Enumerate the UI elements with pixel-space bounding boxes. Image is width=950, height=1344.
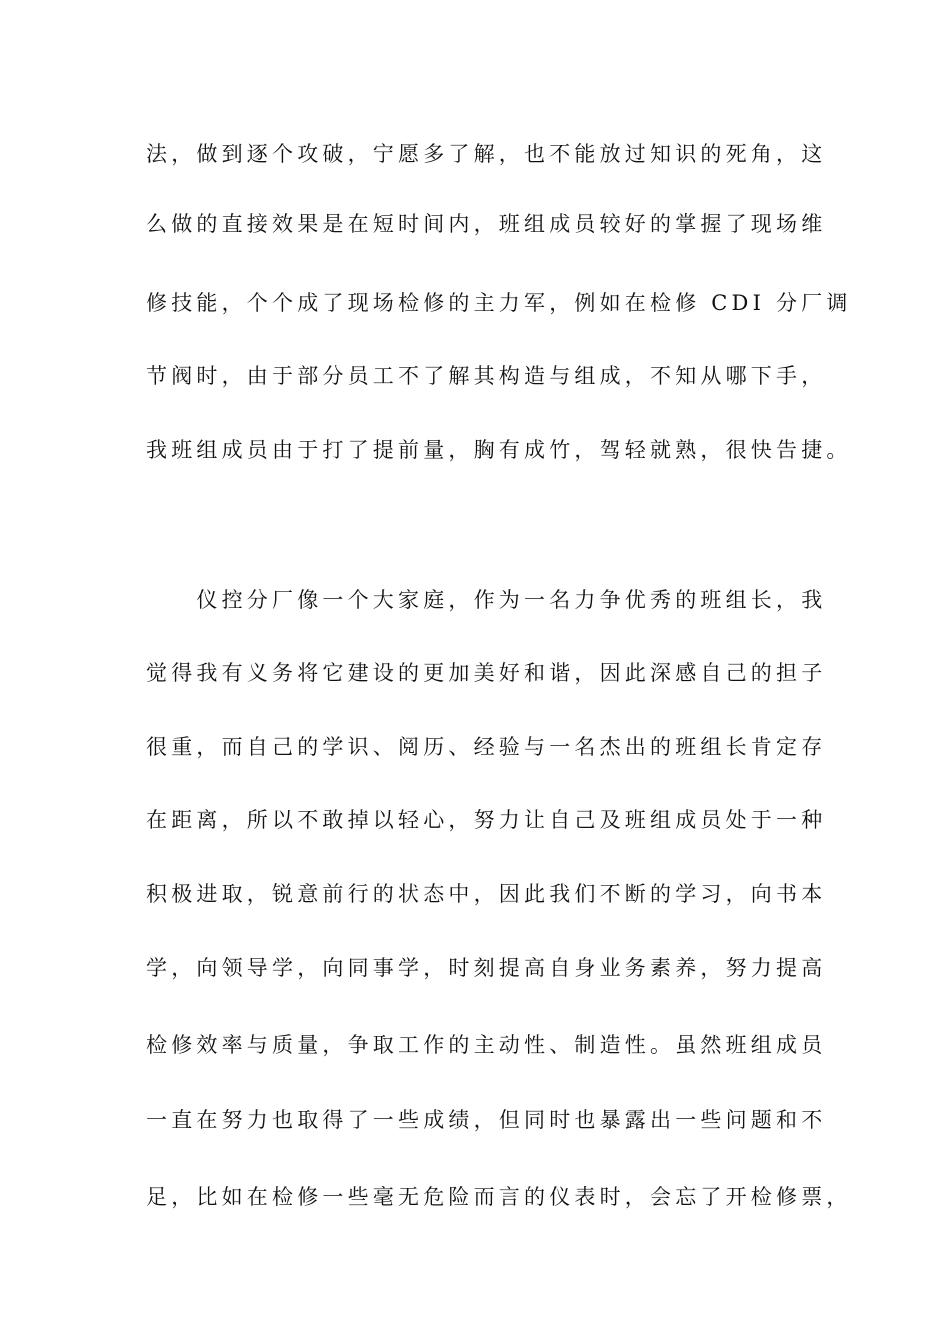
text-line: 法，做到逐个攻破，宁愿多了解，也不能放过知识的死角，这 (146, 142, 827, 166)
text-line: 节阀时，由于部分员工不了解其构造与组成，不知从哪下手， (146, 364, 827, 388)
text-line: 学，向领导学，向同事学，时刻提高自身业务素养，努力提高 (146, 956, 827, 980)
text-line: 很重，而自己的学识、阅历、经验与一名杰出的班组长肯定存 (146, 735, 827, 759)
text-line: 么做的直接效果是在短时间内，班组成员较好的掌握了现场维 (146, 212, 827, 236)
text-line: 足，比如在检修一些毫无危险而言的仪表时，会忘了开检修票， (146, 1185, 852, 1209)
text-line: 觉得我有义务将它建设的更加美好和谐，因此深感自己的担子 (146, 661, 827, 685)
text-line: 修技能，个个成了现场检修的主力军，例如在检修 CDI 分厂调 (146, 291, 852, 315)
text-line: 检修效率与质量，争取工作的主动性、制造性。虽然班组成员 (146, 1033, 827, 1057)
text-line: 在距离，所以不敢掉以轻心，努力让自己及班组成员处于一种 (146, 808, 827, 832)
text-line: 我班组成员由于打了提前量，胸有成竹，驾轻就熟，很快告捷。 (146, 438, 852, 462)
text-line: 一直在努力也取得了一些成绩，但同时也暴露出一些问题和不 (146, 1108, 827, 1132)
text-line: 积极进取，锐意前行的状态中，因此我们不断的学习，向书本 (146, 882, 827, 906)
text-line: 仪控分厂像一个大家庭，作为一名力争优秀的班组长，我 (146, 588, 827, 612)
